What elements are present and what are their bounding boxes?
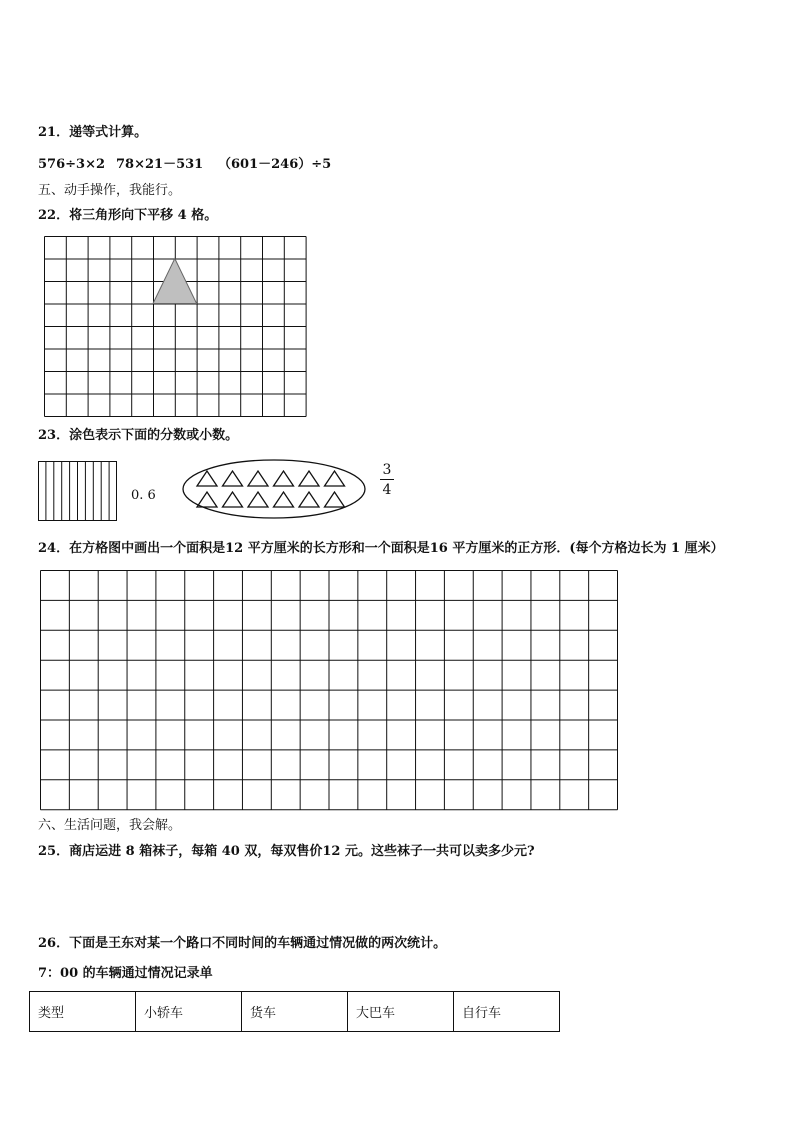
fraction-numerator: 3 xyxy=(382,462,392,478)
small-triangle xyxy=(299,492,319,507)
small-triangle xyxy=(248,492,268,507)
expr-3: （601－246）÷5 xyxy=(218,157,332,172)
fraction-denominator: 4 xyxy=(382,482,392,498)
decimal-value: 0. 6 xyxy=(131,488,156,503)
small-triangle xyxy=(223,492,243,507)
expr-1: 576÷3×2 xyxy=(38,157,106,172)
q21-title: 21．递等式计算。 xyxy=(38,125,148,140)
header-bus: 大巴车 xyxy=(348,992,454,1032)
small-triangle xyxy=(197,492,217,507)
small-triangle xyxy=(197,471,217,486)
triangle-set-figure xyxy=(181,458,367,520)
section-5-heading: 五、动手操作，我能行。 xyxy=(38,183,182,198)
q24-title: 24．在方格图中画出一个面积是12 平方厘米的长方形和一个面积是16 平方厘米的正方形．(每个方格边长为 1 厘米） xyxy=(38,541,724,556)
drawing-grid[interactable] xyxy=(40,570,618,810)
small-triangle xyxy=(299,471,319,486)
small-triangle xyxy=(248,471,268,486)
q26-title: 26．下面是王东对某一个路口不同时间的车辆通过情况做的两次统计。 xyxy=(38,936,447,951)
fraction-bar xyxy=(380,479,394,480)
small-triangle xyxy=(325,492,345,507)
q22-title: 22．将三角形向下平移 4 格。 xyxy=(38,208,218,223)
q25-title: 25．商店运进 8 箱袜子，每箱 40 双，每双售价12 元。这些袜子一共可以卖多少元? xyxy=(38,844,535,859)
small-triangle xyxy=(325,471,345,486)
small-triangle xyxy=(274,471,294,486)
header-type: 类型 xyxy=(30,992,136,1032)
section-6-heading: 六、生活问题，我会解。 xyxy=(38,818,182,833)
vehicle-record-table xyxy=(29,991,560,1032)
fraction-three-quarters xyxy=(380,462,394,498)
small-triangle xyxy=(223,471,243,486)
header-truck: 货车 xyxy=(242,992,348,1032)
small-triangle xyxy=(274,492,294,507)
header-car: 小轿车 xyxy=(136,992,242,1032)
expr-2: 78×21－531 xyxy=(116,157,204,172)
q21-expressions xyxy=(38,157,358,173)
table-row xyxy=(30,992,560,1032)
translation-grid xyxy=(44,236,307,417)
q23-title: 23．涂色表示下面的分数或小数。 xyxy=(38,428,239,443)
header-bicycle: 自行车 xyxy=(454,992,560,1032)
decimal-shading-figure xyxy=(38,461,118,522)
record-table-title: 7：00 的车辆通过情况记录单 xyxy=(38,966,213,981)
